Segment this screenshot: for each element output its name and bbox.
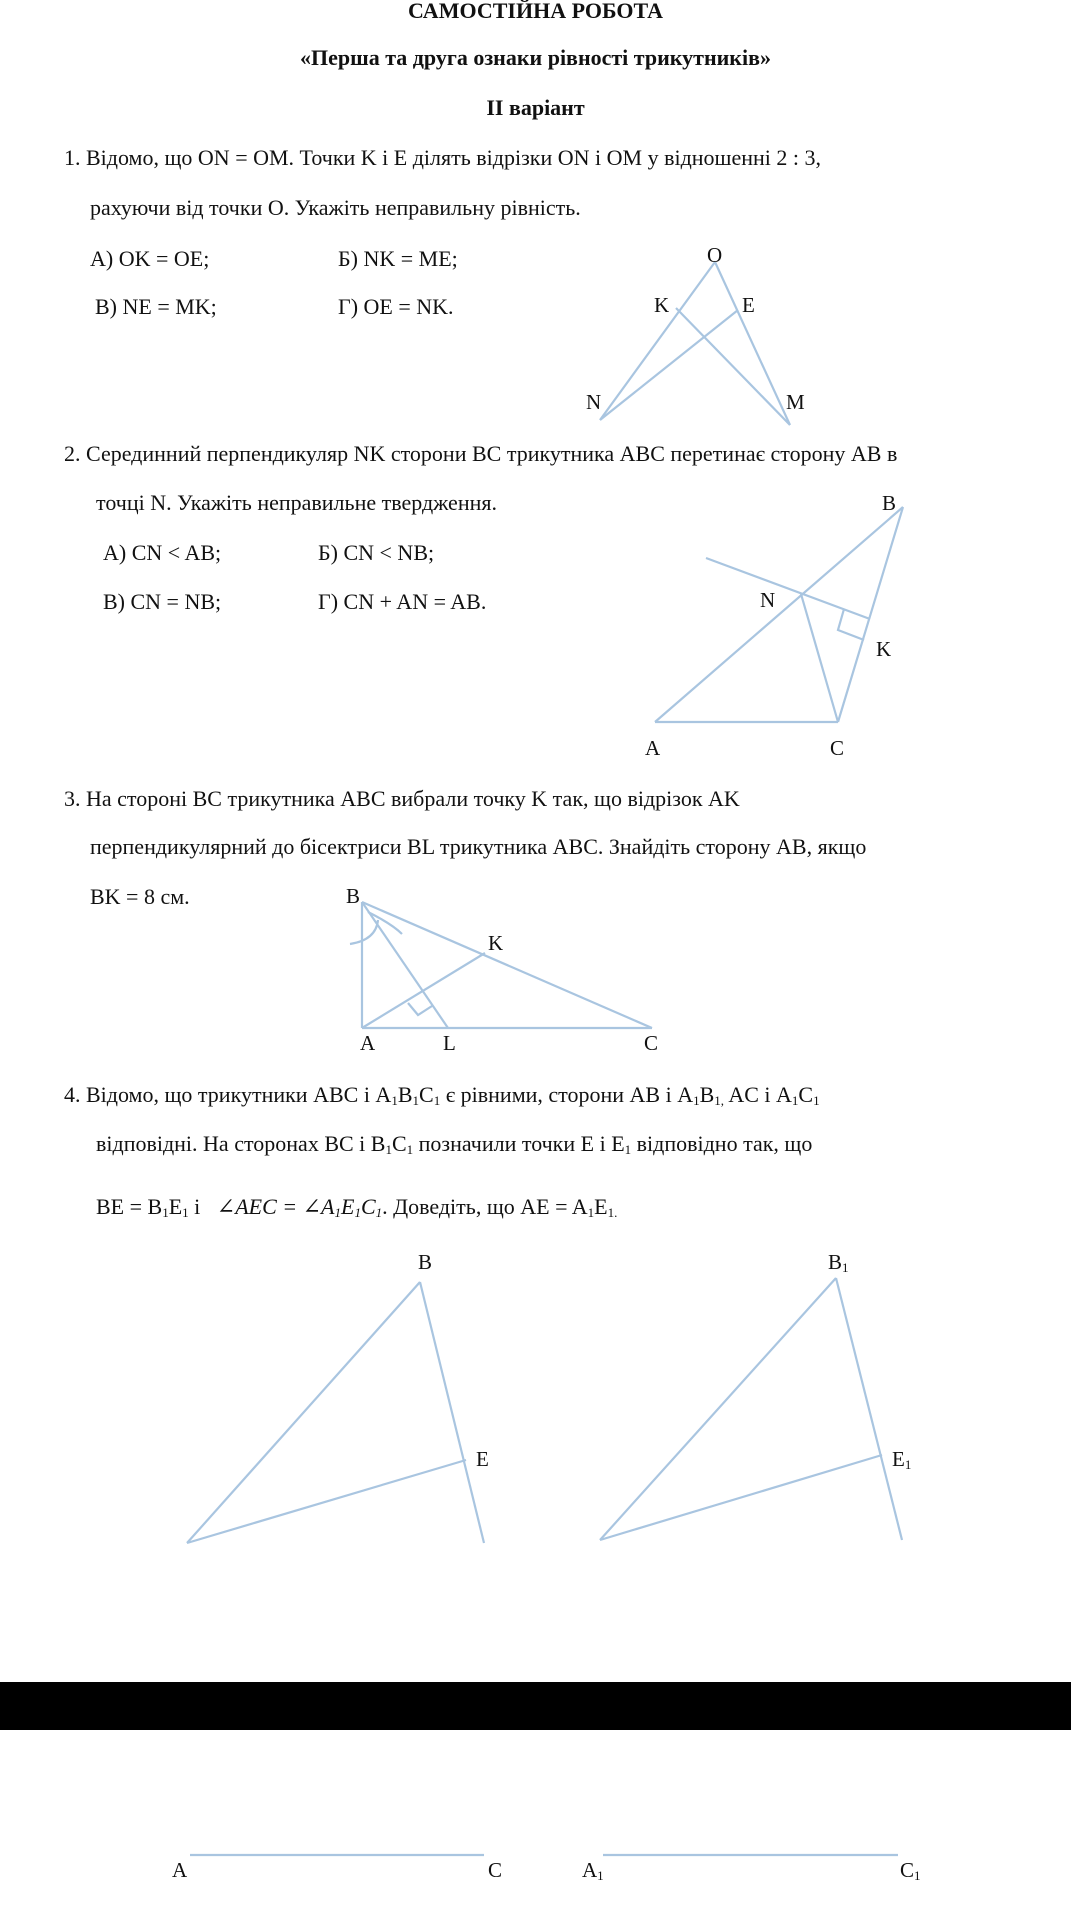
variant-label: ІІ варіант — [486, 95, 585, 120]
q1-label-e: E — [742, 293, 755, 317]
q2-option-b: Б) CN < NB; — [318, 540, 435, 565]
q3-label-l: L — [443, 1031, 456, 1055]
q3-label-k: K — [488, 931, 504, 955]
q3-label-b: B — [346, 884, 361, 908]
q1-option-a: А) OK = OE; — [90, 246, 210, 271]
q4-left-side-ab — [187, 1282, 420, 1543]
q1-label-k: K — [654, 293, 670, 317]
redaction-bar — [0, 1682, 1071, 1730]
q3-label-a: A — [360, 1031, 376, 1055]
q4-angle-equation: ∠AEC = $\angle A_1E_1C_1$ — [216, 1194, 383, 1220]
q4-right-side-b1c1 — [836, 1278, 902, 1540]
q4-text-line1: 4. Відомо, що трикутники ABC і $A_1B_1C_1$ є рівними, сторони AB і $A_1B_{1,}$ AC і $A_1C_1$ — [64, 1082, 820, 1108]
q2-text-line1: 2. Серединний перпендикуляр NK сторони BC трикутника ABC перетинає сторону AB в — [64, 441, 898, 466]
q2-text-line2: точці N. Укажіть неправильне твердження. — [96, 490, 497, 515]
page-title: САМОСТІЙНА РОБОТА — [408, 0, 663, 23]
q1-label-o: O — [707, 243, 723, 267]
q4-label-a: A — [172, 1858, 188, 1882]
q4-left-side-bc — [420, 1282, 484, 1543]
q2-label-a: A — [645, 736, 661, 760]
q3-text-line1: 3. На стороні BC трикутника ABC вибрали точку K так, що відрізок AK — [64, 786, 740, 811]
page-subtitle: «Перша та друга ознаки рівності трикутників» — [300, 45, 771, 70]
q4-label-b: B — [418, 1250, 433, 1274]
q2-option-g: Г) CN + AN = AB. — [318, 589, 487, 614]
q4-label-c1: $C_1$ — [900, 1858, 921, 1883]
q4-text-line3: BE = $B_1E_1$ і ∠AEC = $\angle A_1E_1C_1$. Доведіть, що AE = $A_1E_{1.}$ — [96, 1194, 618, 1220]
q1-option-g: Г) OE = NK. — [338, 294, 454, 319]
q4-label-e: E — [476, 1447, 489, 1471]
q3-text-line3: BK = 8 см. — [90, 884, 190, 909]
q4-label-e1: $E_1$ — [892, 1447, 912, 1472]
q1-text-line1: 1. Відомо, що ON = OM. Точки K і E ділять відрізки ON і OM у відношенні 2 : 3, — [64, 145, 822, 170]
q2-label-c: C — [830, 736, 845, 760]
q2-label-k: K — [876, 637, 892, 661]
q3-text-line2: перпендикулярний до бісектриси BL трикутника ABC. Знайдіть сторону AB, якщо — [90, 834, 867, 859]
q4-left-segment-ae — [187, 1460, 466, 1543]
q4-right-segment-a1e1 — [600, 1455, 882, 1540]
q4-label-a1: $A_1$ — [582, 1858, 604, 1883]
q1-option-v: В) NE = MK; — [95, 294, 217, 319]
q4-right-side-a1b1 — [600, 1278, 836, 1540]
q3-label-c: C — [644, 1031, 659, 1055]
q1-text-line2: рахуючи від точки O. Укажіть неправильну рівність. — [90, 195, 581, 220]
q4-label-c: C — [488, 1858, 503, 1882]
q2-option-a: А) CN < AB; — [103, 540, 222, 565]
q2-label-b: B — [882, 491, 897, 515]
q2-label-n: N — [760, 588, 776, 612]
q4-text-line2: відповідні. На сторонах BC і $B_1C_1$ позначили точки E і $E_1$ відповідно так, що — [96, 1131, 813, 1157]
q4-label-b1: $B_1$ — [828, 1250, 849, 1275]
q1-option-b: Б) NK = ME; — [338, 246, 458, 271]
q1-label-n: N — [586, 390, 602, 414]
q2-option-v: В) CN = NB; — [103, 589, 222, 614]
q1-label-m: M — [786, 390, 805, 414]
